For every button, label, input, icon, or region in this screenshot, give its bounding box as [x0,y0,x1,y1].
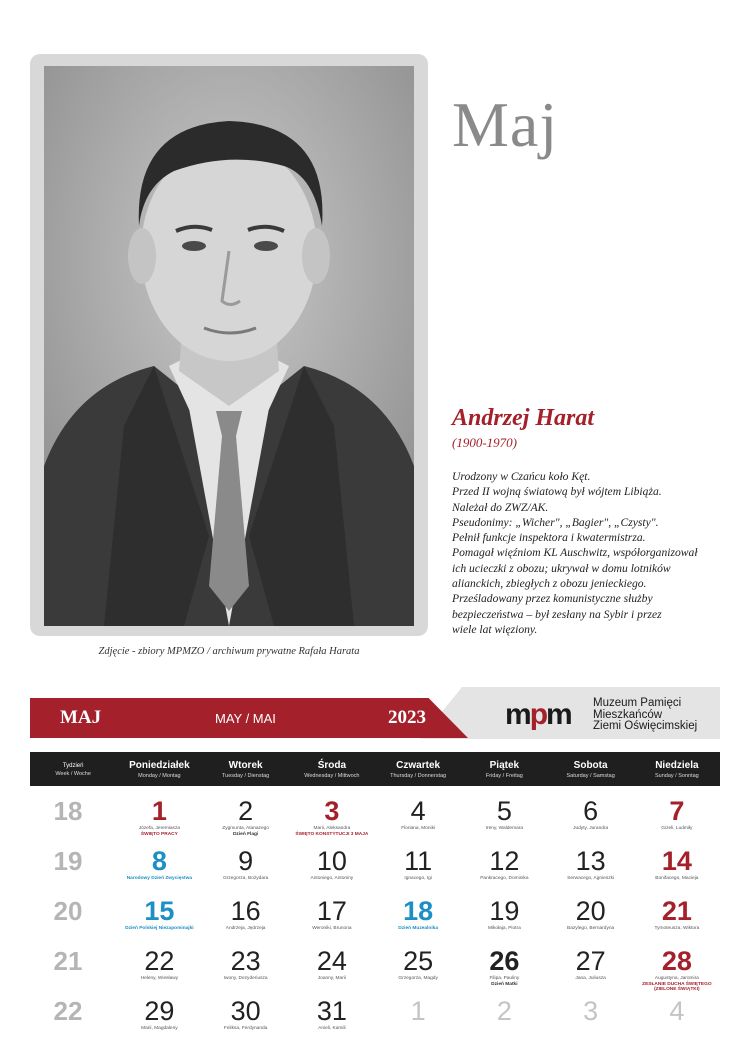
week-number: 18 [53,796,83,826]
day-cell[interactable] [116,796,202,837]
day-cell[interactable] [116,846,202,882]
day-number: 3 [583,996,599,1026]
name-day: Bonifacego, Macieja [655,876,699,881]
name-day: Jana, Juliusza [575,976,606,981]
day-note: Dzień Polskiej Niezapominajki [125,926,194,931]
day-number: 23 [230,946,261,976]
name-day: Zygmunta, Atanazego [222,826,269,831]
day-number: 24 [316,946,347,976]
name-day: Serwacego, Agnieszki [567,876,615,881]
calendar-month: MAJ [60,707,102,728]
week-number: 21 [53,946,83,976]
name-day: Filipa, Pauliny [489,976,520,981]
day-number: 27 [575,946,606,976]
day-number: 17 [316,896,347,926]
day-note: Narodowy Dzień Zwycięstwa [126,876,193,881]
biography [452,469,742,637]
weekday-header-cell [289,752,375,786]
name-day: Iwony, Dezyderiusza [223,976,268,981]
logo-line: Muzeum Pamięci [593,697,682,709]
portrait-photo [44,66,414,626]
day-cell[interactable] [375,946,461,982]
day-cell[interactable] [461,846,547,882]
week-number: 19 [53,846,83,876]
day-number: 4 [410,796,426,826]
day-number: 8 [151,846,167,876]
logo-letter: p [529,698,547,731]
day-cell[interactable] [203,846,289,882]
person-years: (1900-1970) [452,435,517,450]
day-cell[interactable] [634,996,720,1026]
weekday-name: Niedziela [655,760,699,771]
day-number: 1 [410,996,426,1026]
weekday-translation: Wednesday / Mittwoch [304,773,360,779]
weekday-name: Piątek [489,760,520,771]
week-header-sublabel: Week / Woche [55,771,91,777]
day-number: 11 [404,846,433,876]
day-number: 26 [489,946,520,976]
bio-line: Prześladowany przez komunistyczne służby [452,592,653,606]
day-cell[interactable] [203,946,289,982]
bio-line: ich ucieczki z obozu; ukrywał w domu lotników [452,561,671,575]
day-cell[interactable] [203,796,289,837]
day-note: Dzień Matki [491,981,518,987]
day-number: 7 [669,796,685,826]
weekday-translation: Thursday / Donnerstag [390,773,447,779]
day-number: 5 [496,796,512,826]
calendar-year: 2023 [388,707,426,728]
name-day: Andrzeja, Jędrzeja [225,926,266,931]
day-cell[interactable] [634,946,720,993]
name-day: Heleny, Wiesławy [140,976,179,981]
photo-frame [30,54,428,636]
logo-line: Ziemi Oświęcimskiej [593,720,698,732]
week-number: 22 [53,996,83,1026]
day-number: 4 [669,996,685,1026]
day-cell[interactable] [634,796,720,832]
day-cell[interactable] [548,896,634,932]
day-number: 16 [230,896,261,926]
day-number: 15 [144,896,175,926]
day-number: 28 [661,946,692,976]
day-cell[interactable] [116,996,202,1032]
weekday-name: Sobota [573,760,608,771]
weekday-translation: Saturday / Samstag [566,773,615,779]
day-note: Dzień Muzealnika [398,926,438,931]
bio-line: Pełnił funkcje inspektora i kwatermistrza. [452,531,646,545]
day-number: 19 [489,896,520,926]
day-cell[interactable] [461,996,547,1026]
bio-line: Pomagał więźniom KL Auschwitz, współorganizował [452,546,698,560]
day-number: 1 [151,796,167,826]
logo-line: Mieszkańców [593,708,663,721]
logo-mark [505,700,571,730]
day-cell[interactable] [548,996,634,1026]
bio-line: Pseudonimy: „Wicher", „Bagier", „Czysty". [452,515,659,529]
day-cell[interactable] [289,796,375,837]
bio-line: bezpieczeństwa – był zesłany na Sybir i przez [452,607,662,621]
day-number: 6 [583,796,599,826]
weekday-translation: Friday / Freitag [485,773,523,779]
day-number: 12 [489,846,520,876]
weekday-name: Poniedziałek [129,760,190,771]
day-number: 9 [238,846,254,876]
bio-line: Przed II wojną światową był wójtem Libiąża. [452,485,662,499]
day-cell[interactable] [289,996,375,1032]
day-number: 2 [496,996,512,1026]
day-number: 29 [144,996,175,1026]
day-number: 18 [403,896,434,926]
day-cell[interactable] [289,946,375,982]
weekday-header-cell [634,752,720,786]
day-cell[interactable] [461,896,547,932]
day-cell[interactable] [461,796,547,832]
day-number: 31 [316,996,347,1026]
weekday-name: Czwartek [396,760,441,771]
day-cell[interactable] [203,996,289,1032]
name-day: Tymoteusza, Wiktora [654,926,700,931]
day-cell[interactable] [375,846,461,882]
bio-line: Należał do ZWZ/AK. [452,500,549,514]
week-number: 20 [53,896,83,926]
week-column-header [30,752,116,786]
name-day: Feliksa, Ferdynanda [223,1026,268,1031]
name-day: Floriana, Moniki [401,826,436,831]
name-day: Józefa, Jeremiasza [138,826,181,831]
bio-line: wiele lat więziony. [452,622,538,636]
logo-text [593,698,697,733]
day-cell[interactable] [548,846,634,882]
weekday-translation: Tuesday / Dienstag [222,773,270,779]
day-note: ŚWIĘTO KONSTYTUCJI 3 MAJA [295,831,369,837]
photo-caption: Zdjęcie - zbiory MPMZO / archiwum prywatne Rafała Harata [98,646,360,657]
name-day: Antoniego, Antoniny [310,876,354,881]
bio-line: Urodzony w Czańcu koło Kęt. [452,470,591,483]
month-title: Maj [452,89,559,160]
name-day: Judyty, Jurandra [573,826,609,831]
day-cell[interactable] [375,996,461,1026]
weekday-name: Środa [317,760,347,771]
name-day: Grzegorza, Bożydara [222,876,269,881]
day-number: 25 [403,946,434,976]
day-note: Dzień Flagi [232,831,259,837]
day-cell[interactable] [289,846,375,882]
weekday-header-cell [375,752,461,786]
weekday-name: Wtorek [228,760,263,771]
name-day: Ignacego, Igi [404,876,432,881]
weekday-header [30,752,720,786]
day-number: 2 [238,796,254,826]
week-header-label: Tydzień [62,763,84,769]
day-note: ŚWIĘTO PRACY [140,831,178,837]
name-day: Pankracego, Dominika [480,876,529,881]
calendar-grid [30,786,720,1036]
day-number: 20 [575,896,606,926]
logo-letter: m [505,698,530,731]
name-day: Augustyna, Jaromira [654,976,699,981]
day-note: ZESŁANIE DUCHA ŚWIĘTEGO (ZIELONE ŚWIĄTKI) [642,981,712,993]
day-cell[interactable] [548,946,634,982]
day-number: 14 [661,846,692,876]
weekday-header-cell [461,752,547,786]
name-day: Grzegorza, Magdy [398,976,438,981]
day-number: 13 [575,846,606,876]
weekday-translation: Sunday / Sonntag [655,773,699,779]
name-day: Mikołaja, Piotra [487,926,521,931]
logo-letter: m [546,698,571,731]
weekday-translation: Monday / Montag [138,773,181,779]
day-number: 30 [230,996,261,1026]
name-day: Bazylego, Bernardyna [567,926,615,931]
name-day: Ireny, Waldemara [485,826,524,831]
name-day: Marii, Magdaleny [141,1026,178,1031]
person-name: Andrzej Harat [452,405,595,431]
day-number: 21 [661,896,692,926]
name-day: Marii, Aleksandra [313,826,351,831]
weekday-header-cell [203,752,289,786]
day-cell[interactable] [548,796,634,832]
bio-line: alianckich, zbiegłych z obozu jenieckiego. [452,577,647,591]
day-number: 22 [144,946,175,976]
day-cell[interactable] [634,846,720,882]
day-cell[interactable] [289,896,375,932]
day-cell[interactable] [375,796,461,832]
day-cell[interactable] [116,946,202,982]
name-day: Anieli, Kamili [318,1026,346,1031]
name-day: Gizeli, Ludmiły [661,826,693,831]
name-day: Weroniki, Brunona [312,926,352,931]
name-day: Joanny, Marii [317,976,346,981]
calendar-month-translation: MAY / MAI [215,711,276,726]
weekday-header-cell [548,752,634,786]
weekday-header-cell [116,752,202,786]
day-number: 10 [316,846,347,876]
day-number: 3 [324,796,340,826]
day-cell[interactable] [203,896,289,932]
day-cell[interactable] [375,896,461,932]
day-cell[interactable] [461,946,547,987]
day-cell[interactable] [116,896,202,932]
day-cell[interactable] [634,896,720,932]
